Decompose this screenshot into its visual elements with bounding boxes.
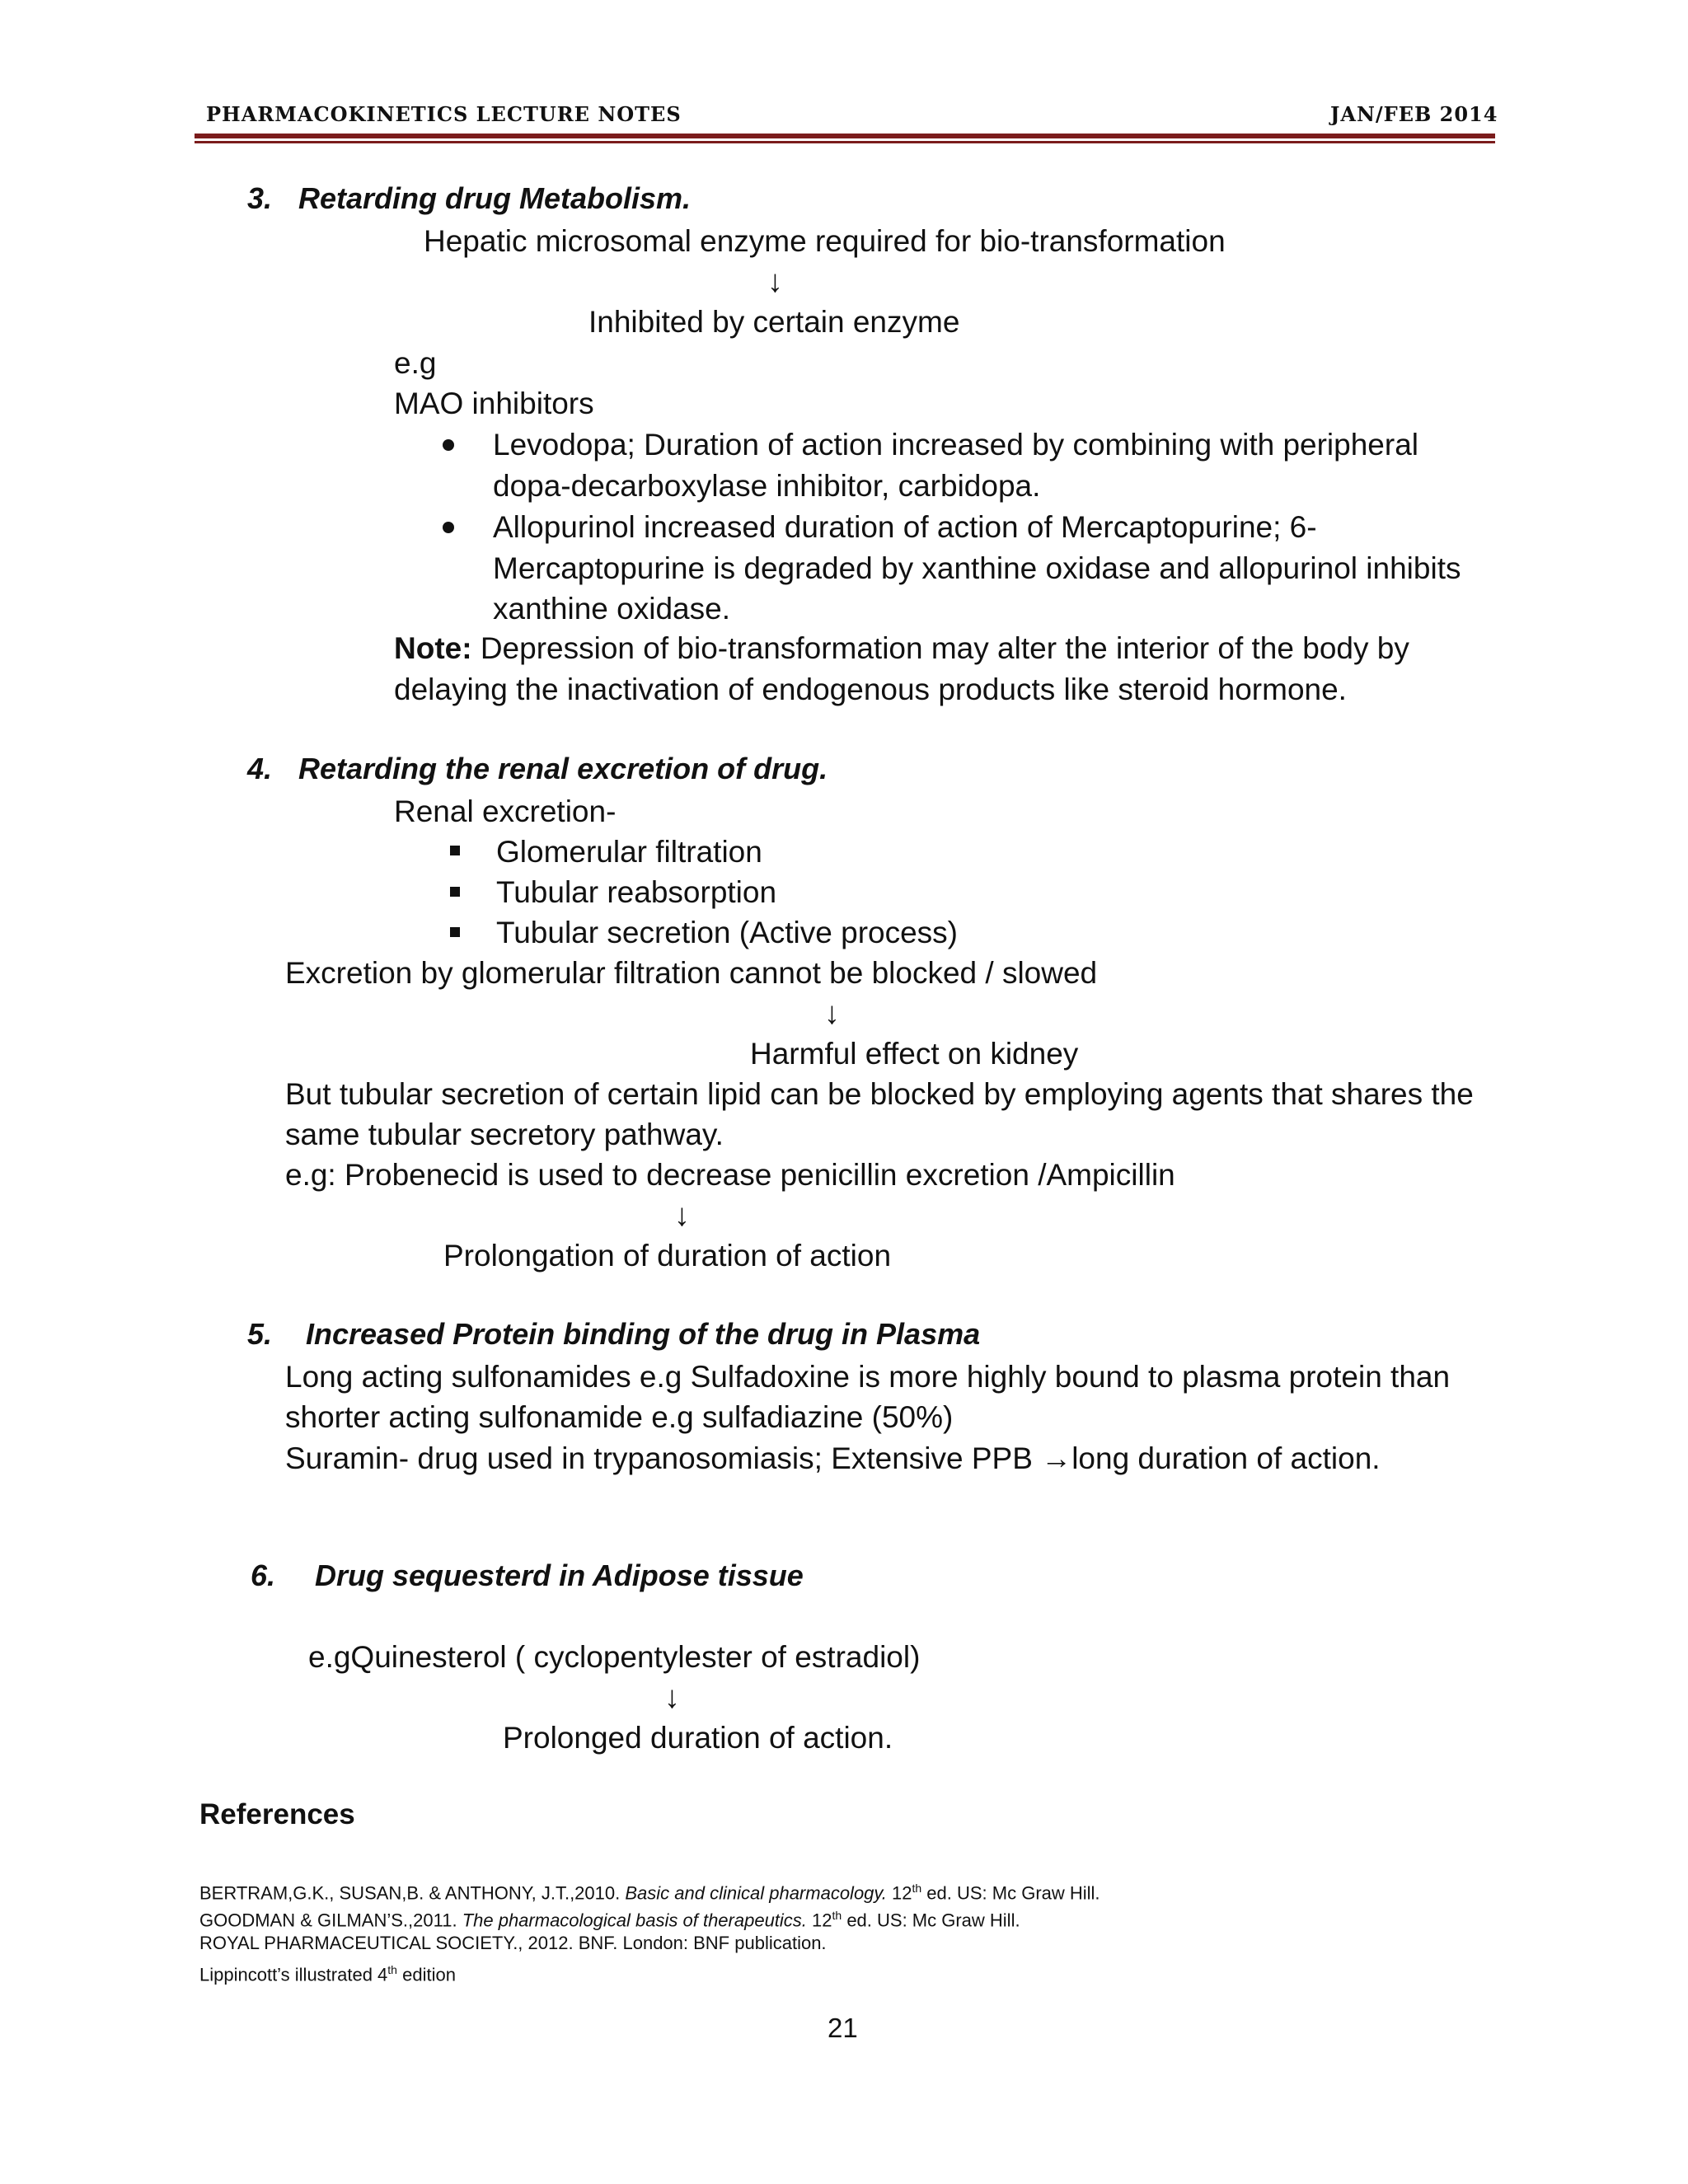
s4-item-3: Tubular secretion (Active process) [496,916,959,949]
s3-bullet1-line2: dopa-decarboxylase inhibitor, carbidopa. [493,469,1041,503]
header-rule-thin [195,141,1495,143]
ref1-sup: th [912,1882,922,1895]
s4-item-2: Tubular reabsorption [496,875,777,909]
s3-note-line1 [394,628,1409,668]
ref2-authors: GOODMAN & GILMAN’S.,2011. [199,1910,462,1931]
s6-eg: e.gQuinesterol ( cyclopentylester of estradiol) [308,1640,921,1674]
s5-line1: Long acting sulfonamides e.g Sulfadoxine is more highly bound to plasma protein than [285,1360,1451,1394]
s4-eg: e.g: Probenecid is used to decrease penicillin excretion /Ampicillin [285,1158,1175,1192]
ref1-edition: 12 [886,1882,912,1904]
s4-but-line2: same tubular secretory pathway. [285,1118,724,1151]
ref2-sup: th [832,1909,842,1922]
s3-bullet2-line3: xanthine oxidase. [493,592,730,626]
s5-line3: Suramin- drug used in trypanosomiasis; Extensive PPB →long duration of action. [285,1441,1381,1475]
s3-bullet2-line2: Mercaptopurine is degraded by xanthine oxidase and allopurinol inhibits [493,551,1461,585]
note-text: Depression of bio-transformation may alter the interior of the body by [471,631,1409,665]
s3-eg: e.g [394,346,437,380]
ref4-suffix: edition [396,1964,456,1985]
s6-prolonged: Prolonged duration of action. [503,1721,893,1755]
reference-3: ROYAL PHARMACEUTICAL SOCIETY., 2012. BNF. London: BNF publication. [199,1933,827,1953]
s3-mao: MAO inhibitors [394,387,594,420]
section-3-title: Retarding drug Metabolism. [298,181,692,215]
s3-bullet2-line1: Allopurinol increased duration of action of Mercaptopurine; 6- [493,510,1317,544]
s5-line2: shorter acting sulfonamide e.g sulfadiazine (50%) [285,1400,954,1434]
ref4-sup: th [387,1963,397,1976]
s3-bullet1-line1: Levodopa; Duration of action increased by combining with peripheral [493,428,1419,462]
section-4-title: Retarding the renal excretion of drug. [298,752,828,785]
s4-item-1: Glomerular filtration [496,835,762,869]
section-5-title: Increased Protein binding of the drug in Plasma [306,1317,981,1351]
square-bullet-icon [450,887,460,897]
bullet-icon [443,522,454,533]
header-date: JAN/FEB 2014 [1330,102,1498,126]
page-number: 21 [828,2013,858,2043]
references-heading: References [199,1798,355,1830]
s3-note-line2: delaying the inactivation of endogenous products like steroid hormone. [394,673,1347,706]
ref1-publisher: ed. US: Mc Graw Hill. [921,1882,1100,1904]
square-bullet-icon [450,927,460,937]
ref2-edition: 12 [806,1910,832,1931]
s4-harmful: Harmful effect on kidney [750,1037,1079,1071]
s4-excretion: Excretion by glomerular filtration cannot be blocked / slowed [285,956,1098,990]
note-label: Note: [394,631,472,665]
ref1-title: Basic and clinical pharmacology. [625,1882,887,1904]
ref2-title: The pharmacological basis of therapeutics. [462,1910,807,1931]
reference-4 [199,1957,456,1988]
down-arrow-icon: ↓ [767,265,783,299]
section-6-number: 6. [251,1558,276,1592]
section-5-number: 5. [247,1317,273,1351]
ref2-publisher: ed. US: Mc Graw Hill. [842,1910,1020,1931]
down-arrow-icon: ↓ [674,1198,690,1233]
s4-renal: Renal excretion- [394,794,617,828]
down-arrow-icon: ↓ [824,996,840,1031]
section-4-number: 4. [247,752,273,785]
s4-but-line1: But tubular secretion of certain lipid can be blocked by employing agents that shares the [285,1077,1474,1111]
ref4-text: Lippincott’s illustrated 4 [199,1964,388,1985]
s3-line2: Inhibited by certain enzyme [588,305,960,339]
square-bullet-icon [450,846,460,855]
header-title: PHARMACOKINETICS LECTURE NOTES [206,102,682,126]
ref1-authors: BERTRAM,G.K., SUSAN,B. & ANTHONY, J.T.,2010. [199,1882,626,1904]
section-6-title: Drug sequesterd in Adipose tissue [315,1558,804,1592]
section-3-number: 3. [247,181,273,215]
header-rule-thick [195,134,1495,138]
bullet-icon [443,439,454,451]
s3-line1: Hepatic microsomal enzyme required for bio-transformation [424,224,1226,258]
s4-prolong: Prolongation of duration of action [443,1239,892,1272]
down-arrow-icon: ↓ [664,1680,680,1715]
